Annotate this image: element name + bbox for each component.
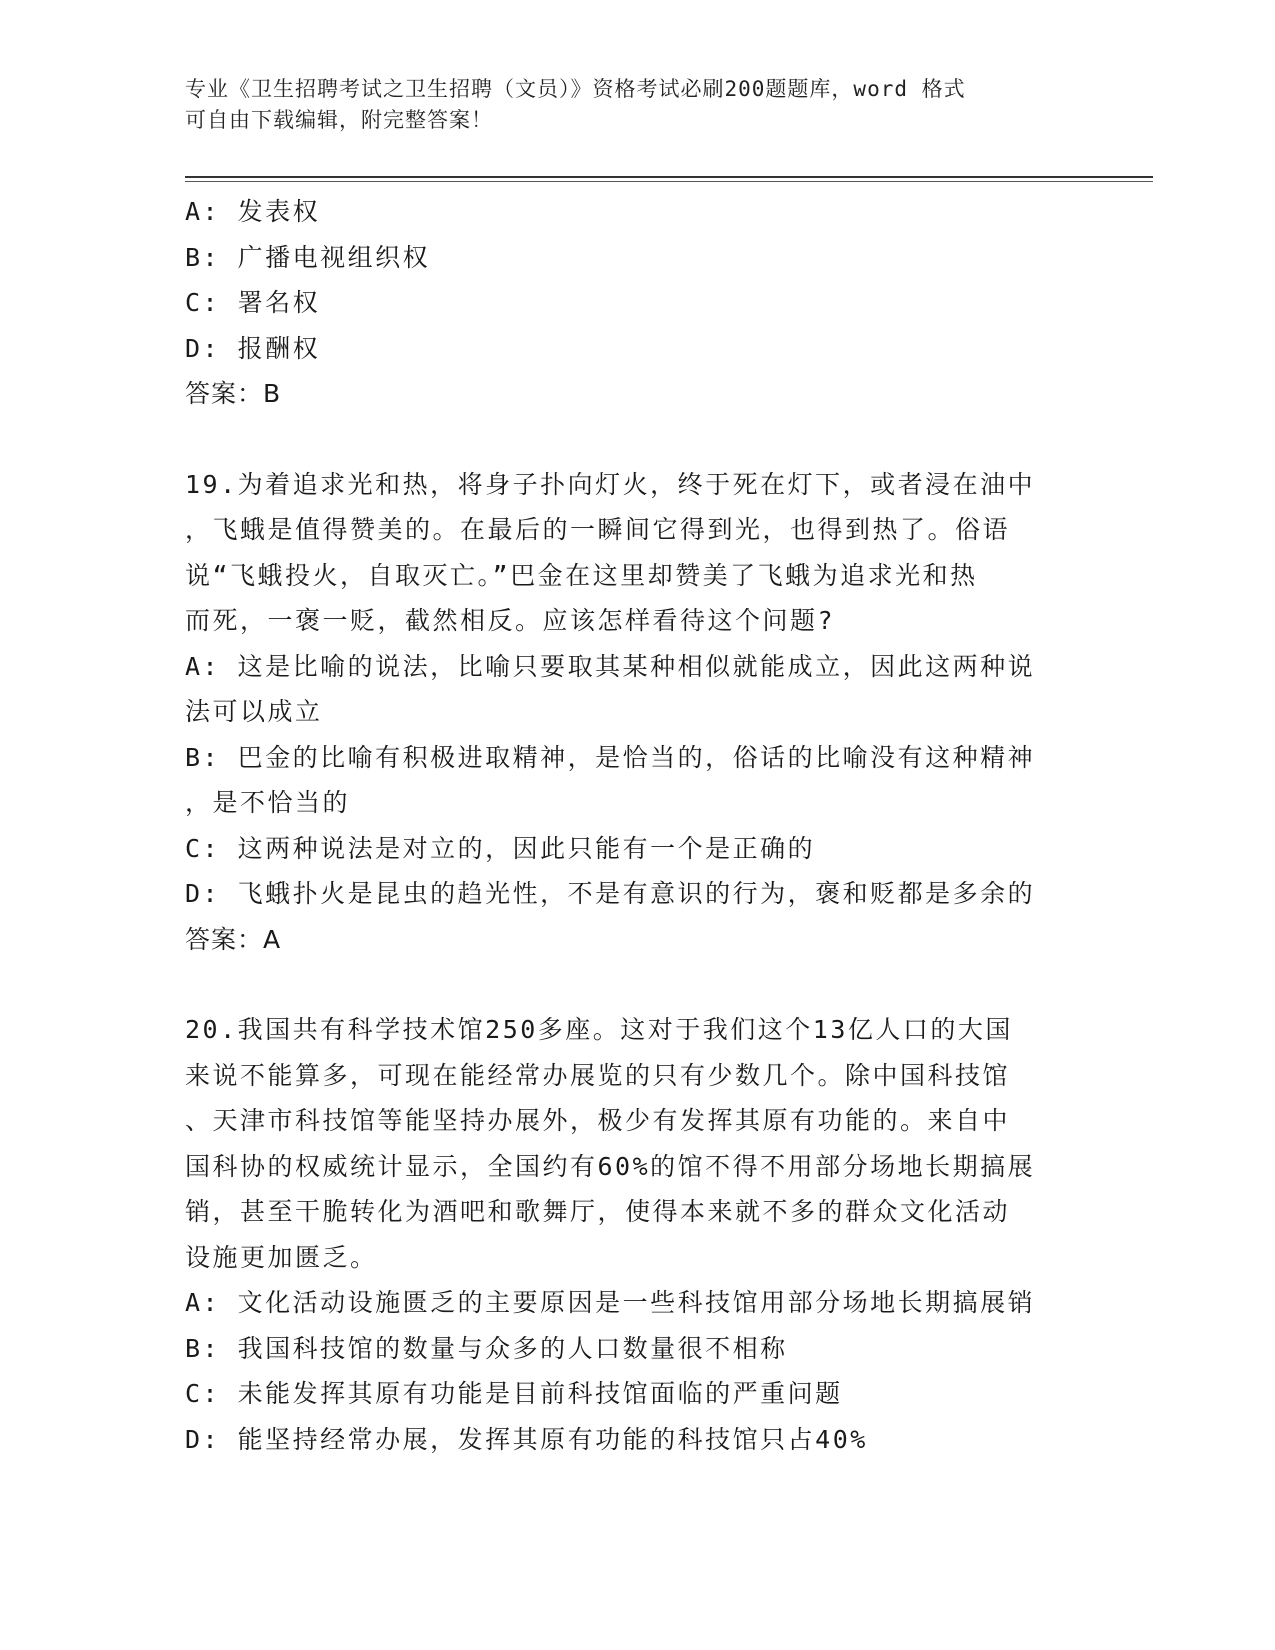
option-a: A: 这是比喻的说法，比喻只要取其某种相似就能成立，因此这两种说 xyxy=(185,651,1036,681)
question-20 xyxy=(185,1007,1085,1462)
option-a: A: 文化活动设施匮乏的主要原因是一些科技馆用部分场地长期搞展销 xyxy=(185,1288,1036,1317)
header-divider-thick xyxy=(185,176,1153,178)
option-b: B: 广播电视组织权 xyxy=(185,242,431,272)
answer-line: 答案：B xyxy=(185,379,282,408)
option-c: C: 这两种说法是对立的，因此只能有一个是正确的 xyxy=(185,833,816,863)
spacer xyxy=(185,962,1085,1007)
question-stem-line: 19.为着追求光和热，将身子扑向灯火，终于死在灯下，或者浸在油中 xyxy=(185,469,1036,499)
option-a: A: 发表权 xyxy=(185,197,321,226)
question-19 xyxy=(185,462,1085,963)
question-stem-line: 20.我国共有科学技术馆250多座。这对于我们这个13亿人口的大国 xyxy=(185,1015,1013,1044)
option-b-continued: ，是不恰当的 xyxy=(185,788,351,817)
question-18 xyxy=(185,189,1085,417)
header-line-2: 可自由下载编辑，附完整答案！ xyxy=(185,108,493,132)
header-line-1: 专业《卫生招聘考试之卫生招聘（文员）》资格考试必刷200题题库，word 格式 xyxy=(185,77,966,101)
question-stem-line: 、天津市科技馆等能坚持办展外，极少有发挥其原有功能的。来自中 xyxy=(185,1106,1011,1135)
document-header xyxy=(185,74,1065,136)
question-stem-line: 设施更加匮乏。 xyxy=(185,1242,378,1272)
answer-line: 答案：A xyxy=(185,924,282,954)
question-stem-line: ，飞蛾是值得赞美的。在最后的一瞬间它得到光，也得到热了。俗语 xyxy=(185,515,1011,544)
option-d: D: 飞蛾扑火是昆虫的趋光性，不是有意识的行为，褒和贬都是多余的 xyxy=(185,879,1036,908)
option-c: C: 署名权 xyxy=(185,288,321,317)
header-divider-thin xyxy=(185,181,1153,182)
spacer xyxy=(185,417,1085,462)
question-stem-line: 国科协的权威统计显示，全国约有60%的馆不得不用部分场地长期搞展 xyxy=(185,1151,1036,1181)
option-d: D: 能坚持经常办展，发挥其原有功能的科技馆只占40% xyxy=(185,1424,868,1454)
option-a-continued: 法可以成立 xyxy=(185,697,323,726)
option-b: B: 巴金的比喻有积极进取精神，是恰当的，俗话的比喻没有这种精神 xyxy=(185,742,1036,772)
question-stem-line: 销，甚至干脆转化为酒吧和歌舞厅，使得本来就不多的群众文化活动 xyxy=(185,1197,1011,1226)
question-stem-line: 而死，一褒一贬，截然相反。应该怎样看待这个问题? xyxy=(185,606,836,635)
document-body xyxy=(185,189,1085,1462)
option-b: B: 我国科技馆的数量与众多的人口数量很不相称 xyxy=(185,1333,788,1363)
question-stem-line: 说“飞蛾投火，自取灭亡。”巴金在这里却赞美了飞蛾为追求光和热 xyxy=(185,560,978,590)
option-d: D: 报酬权 xyxy=(185,333,321,363)
option-c: C: 未能发挥其原有功能是目前科技馆面临的严重问题 xyxy=(185,1379,843,1408)
question-stem-line: 来说不能算多，可现在能经常办展览的只有少数几个。除中国科技馆 xyxy=(185,1060,1011,1090)
